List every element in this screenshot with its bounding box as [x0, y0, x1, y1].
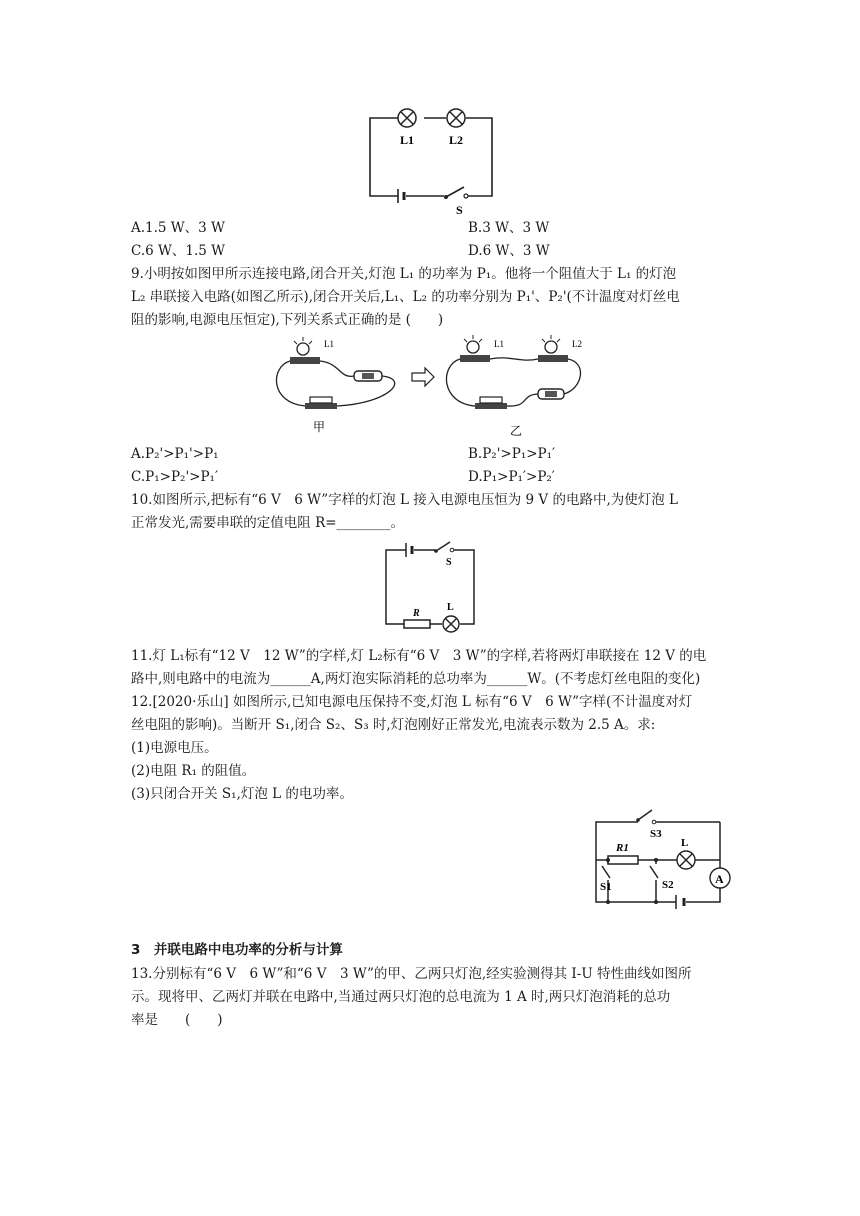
q12-sub-1: (1)电源电压。	[131, 740, 218, 756]
q13-line-3: 率是 ( )	[131, 1012, 223, 1028]
lamp-l1	[398, 109, 416, 127]
label-s: S	[456, 203, 463, 217]
circuit-yi	[446, 335, 582, 438]
circuit-jia	[276, 337, 394, 434]
label-yi: 乙	[510, 424, 523, 438]
lamp-l	[677, 851, 695, 869]
q8-option-d: D.6 W、3 W	[468, 243, 550, 259]
q10-line-1: 10.如图所示,把标有“6 V 6 W”字样的灯泡 L 接入电源电压恒为 9 V 的电路中,为使灯泡 L	[131, 492, 679, 508]
q11-line-2: 路中,则电路中的电流为______A,两灯泡实际消耗的总功率为______W。(不考虑灯丝电阻的变化)	[131, 671, 701, 687]
label-r: R	[413, 608, 420, 619]
label-l: L	[681, 837, 689, 849]
q11-line-1: 11.灯 L₁标有“12 V 12 W”的字样,灯 L₂标有“6 V 3 W”的字样,若将两灯串联接在 12 V 的电	[131, 648, 707, 664]
label-s3: S3	[650, 828, 662, 840]
q12-sub-3: (3)只闭合开关 S₁,灯泡 L 的电功率。	[131, 786, 353, 802]
circuit-diagram-q10	[378, 540, 482, 638]
circuit-photo-jia-yi	[270, 333, 600, 441]
circuit-diagram-q12	[590, 806, 740, 914]
label-jia: 甲	[313, 420, 326, 434]
q9-option-d: D.P₁>P₁′>P₂′	[468, 469, 555, 485]
label-r1: R1	[616, 842, 629, 854]
q9-line-1: 9.小明按如图甲所示连接电路,闭合开关,灯泡 L₁ 的功率为 P₁。他将一个阻值大于 L₁ 的灯泡	[131, 266, 677, 282]
label-a: A	[715, 872, 724, 886]
q9-option-b: B.P₂'>P₁>P₁′	[468, 446, 556, 462]
label-jia-l1: L1	[324, 339, 334, 349]
q9-option-a: A.P₂'>P₁'>P₁	[131, 446, 219, 462]
label-l1: L1	[400, 133, 415, 147]
section-3-heading: 3 并联电路中电功率的分析与计算	[131, 942, 343, 958]
label-l2: L2	[449, 133, 464, 147]
q13-line-2: 示。现将甲、乙两灯并联在电路中,当通过两只灯泡的总电流为 1 A 时,两只灯泡消耗的总功	[131, 989, 671, 1005]
q8-option-c: C.6 W、1.5 W	[131, 243, 226, 259]
circuit-diagram-series-lamps	[360, 100, 500, 218]
q8-option-b: B.3 W、3 W	[468, 220, 550, 236]
q12-line-2: 丝电阻的影响)。当断开 S₁,闭合 S₂、S₃ 时,灯泡刚好正常发光,电流表示数为 2.5 A。求:	[131, 717, 656, 733]
q9-option-c: C.P₁>P₂'>P₁′	[131, 469, 219, 485]
lamp-l2	[447, 109, 465, 127]
q12-sub-2: (2)电阻 R₁ 的阻值。	[131, 763, 256, 779]
q13-line-1: 13.分别标有“6 V 6 W”和“6 V 3 W”的甲、乙两只灯泡,经实验测得其 I-U 特性曲线如图所	[131, 966, 692, 982]
arrow-icon	[412, 368, 434, 386]
label-yi-l2: L2	[572, 339, 582, 349]
q9-line-2: L₂ 串联接入电路(如图乙所示),闭合开关后,L₁、L₂ 的功率分别为 P₁'、P₂'(不计温度对灯丝电	[131, 289, 680, 305]
label-l: L	[447, 602, 454, 613]
label-yi-l1: L1	[494, 339, 504, 349]
q9-line-3: 阻的影响,电源电压恒定),下列关系式正确的是 ( )	[131, 312, 444, 328]
lamp-l	[443, 616, 459, 632]
q10-line-2: 正常发光,需要串联的定值电阻 R=________。	[131, 515, 405, 531]
label-s2: S2	[662, 879, 674, 891]
label-s1: S1	[600, 881, 612, 893]
label-s: S	[446, 557, 452, 568]
q12-line-1: 12.[2020·乐山] 如图所示,已知电源电压保持不变,灯泡 L 标有“6 V 6 W”字样(不计温度对灯	[131, 694, 693, 710]
q8-option-a: A.1.5 W、3 W	[131, 220, 225, 236]
